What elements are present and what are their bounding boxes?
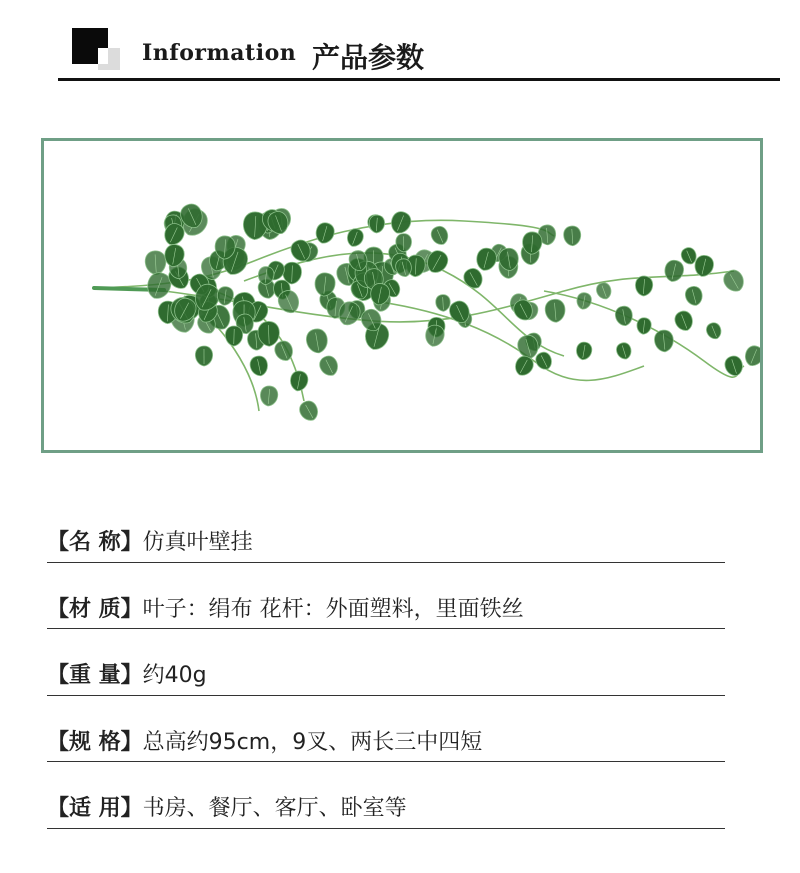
spec-row-usage — [47, 776, 725, 843]
spec-divider — [47, 695, 725, 696]
spec-key: 【材 质】 — [47, 596, 143, 622]
spec-key: 【重 量】 — [47, 663, 143, 688]
spec-key: 【名 称】 — [47, 530, 143, 555]
spec-row-weight — [47, 643, 725, 710]
spec-row-size — [47, 710, 725, 777]
ivy-vine-photo — [44, 141, 760, 450]
section-title-chinese: 产品参数 — [312, 41, 425, 74]
section-title-english: Information — [142, 40, 297, 66]
product-photo — [41, 138, 763, 453]
spec-value: 总高约95cm，9叉、两长三中四短 — [142, 729, 483, 755]
spec-value: 仿真叶壁挂 — [142, 530, 253, 555]
spec-value: 叶子：绢布 花杆：外面塑料，里面铁丝 — [142, 596, 524, 622]
spec-key: 【规 格】 — [47, 729, 143, 755]
spec-key: 【适 用】 — [47, 796, 143, 821]
spec-divider — [47, 828, 725, 829]
spec-value: 约40g — [142, 663, 207, 688]
spec-list — [47, 510, 725, 843]
spec-value: 书房、餐厅、客厅、卧室等 — [142, 796, 407, 821]
spec-divider — [47, 628, 725, 629]
spec-row-material — [47, 577, 725, 644]
logo-squares-icon — [72, 28, 120, 70]
page-header — [0, 0, 800, 90]
spec-divider — [47, 562, 725, 563]
spec-row-name — [47, 510, 725, 577]
spec-divider — [47, 761, 725, 762]
header-divider — [58, 78, 780, 81]
